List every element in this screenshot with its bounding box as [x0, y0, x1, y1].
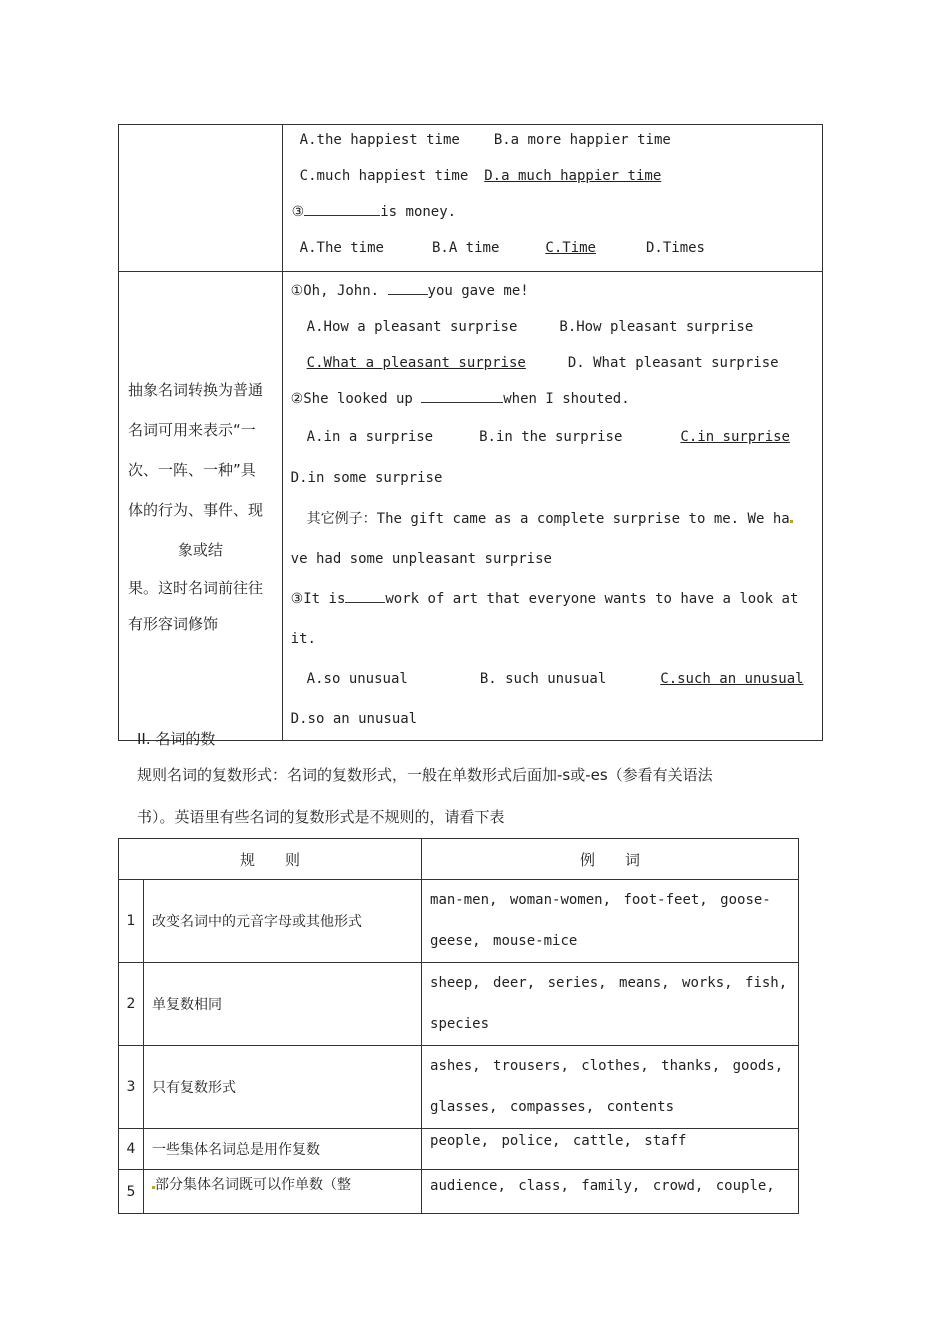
- empty-label-cell: [119, 125, 283, 272]
- note-line: 名词可用来表示“一: [128, 421, 256, 439]
- option-a: A.How a pleasant surprise: [306, 319, 518, 335]
- note-line: 果。这时名词前往往: [128, 579, 264, 597]
- exercise-row-1: [119, 125, 823, 272]
- rule-text: 只有复数形式: [144, 1046, 422, 1129]
- table-header-row: [119, 839, 799, 880]
- mark-dot-icon: [790, 520, 793, 523]
- section-intro: [137, 754, 827, 838]
- example-line: geese, mouse-mice: [430, 933, 578, 949]
- option-a: A.in a surprise: [306, 429, 434, 445]
- note-line: 有形容词修饰: [128, 615, 219, 633]
- example-line: ashes, trousers, clothes, thanks, goods,: [430, 1058, 784, 1074]
- table-row: [119, 1046, 799, 1129]
- option-a: A.The time: [299, 240, 384, 256]
- exercise-table: [118, 124, 823, 741]
- row-number: 5: [119, 1170, 144, 1214]
- example-words: [422, 963, 799, 1046]
- option-line: [291, 417, 821, 457]
- question-cell: [282, 125, 822, 272]
- question-text: ②She looked up: [290, 391, 413, 407]
- question-cell: [282, 272, 822, 741]
- answer-blank: [421, 390, 503, 403]
- question-2: [291, 381, 821, 417]
- option-a: A.the happiest time: [299, 132, 460, 148]
- rule-text: 部分集体名词既可以作单数（整: [155, 1177, 351, 1193]
- question-3: [291, 579, 821, 619]
- option-b: B.in the surprise: [479, 429, 623, 445]
- option-b: B.A time: [431, 240, 500, 256]
- rule-text: 单复数相同: [144, 963, 422, 1046]
- question-text: when I shouted.: [503, 391, 630, 407]
- header-example: 例 词: [422, 839, 799, 880]
- option-d: D.Times: [645, 240, 705, 256]
- intro-line: 规则名词的复数形式：名词的复数形式，一般在单数形式后面加-s或-es（参看有关语法: [137, 766, 713, 784]
- table-row: [119, 1129, 799, 1170]
- example-line: man-men, woman-women, foot-feet, goose-: [430, 892, 771, 908]
- option-line: [284, 158, 821, 194]
- answer-option-c: C.What a pleasant surprise: [306, 355, 526, 371]
- question-text: work of art that everyone wants to have a look at: [385, 591, 799, 607]
- rule-text: 一些集体名词总是用作复数: [144, 1129, 422, 1170]
- example-line: species: [430, 1016, 490, 1032]
- option-b: B.How pleasant surprise: [559, 319, 754, 335]
- option-c: C.much happiest time: [299, 168, 469, 184]
- table-row: [119, 1170, 799, 1214]
- example-line: glasses, compasses, contents: [430, 1099, 675, 1115]
- option-line: [291, 309, 821, 345]
- option-d: D.in some surprise: [290, 470, 443, 486]
- table-row: [119, 880, 799, 963]
- question-1: [291, 273, 821, 309]
- example-line: [291, 499, 821, 539]
- answer-blank: [345, 590, 385, 603]
- example-line: ve had some unpleasant surprise: [290, 551, 552, 567]
- example-line: people, police, cattle, staff: [430, 1133, 687, 1149]
- question-text: it.: [290, 631, 316, 647]
- question-text: ①Oh, John.: [290, 283, 380, 299]
- note-line: 次、一阵、一种”具: [128, 461, 256, 479]
- grammar-note-cell: [119, 272, 283, 741]
- plural-rules-table: [118, 838, 799, 1214]
- question-text: ③It is: [290, 591, 346, 607]
- example-words: [422, 880, 799, 963]
- row-number: 4: [119, 1129, 144, 1170]
- answer-blank: [388, 282, 428, 295]
- row-number: 2: [119, 963, 144, 1046]
- header-rule: 规 则: [119, 839, 422, 880]
- answer-option-c: C.such an unusual: [660, 671, 804, 687]
- example-text: 其它例子：The gift came as a complete surprise to me. We ha: [306, 511, 790, 527]
- question-text: is money.: [380, 204, 457, 220]
- row-number: 3: [119, 1046, 144, 1129]
- section-heading: II. 名词的数: [137, 730, 216, 748]
- answer-option-c: C.in surprise: [680, 429, 790, 445]
- note-line: 体的行为、事件、现: [128, 501, 264, 519]
- note-line: 抽象名词转换为普通: [128, 381, 264, 399]
- option-b: B.a more happier time: [493, 132, 671, 148]
- intro-line: 书）。英语里有些名词的复数形式是不规则的，请看下表: [137, 808, 505, 826]
- option-line: [291, 659, 821, 699]
- question-3: [284, 194, 821, 230]
- rule-text: 改变名词中的元音字母或其他形式: [144, 880, 422, 963]
- option-a: A.so unusual: [306, 671, 408, 687]
- answer-blank: [304, 203, 380, 216]
- option-d: D. What pleasant surprise: [567, 355, 779, 371]
- question-number: ③: [291, 204, 305, 220]
- example-words: [422, 1129, 799, 1170]
- row-number: 1: [119, 880, 144, 963]
- option-d: D.so an unusual: [290, 711, 418, 727]
- note-line: 象或结: [177, 541, 223, 559]
- exercise-row-2: [119, 272, 823, 741]
- option-line: [284, 122, 821, 158]
- example-line: sheep, deer, series, means, works, fish,: [430, 975, 788, 991]
- example-words: [422, 1170, 799, 1214]
- table-row: [119, 963, 799, 1046]
- example-line: audience, class, family, crowd, couple,: [430, 1178, 775, 1194]
- question-text: you gave me!: [427, 283, 529, 299]
- rule-cell: [144, 1170, 422, 1214]
- answer-option-d: D.a much happier time: [484, 168, 662, 184]
- option-line: [291, 345, 821, 381]
- example-words: [422, 1046, 799, 1129]
- option-line: [284, 230, 821, 266]
- answer-option-c: C.Time: [545, 240, 596, 256]
- option-b: B. such unusual: [479, 671, 607, 687]
